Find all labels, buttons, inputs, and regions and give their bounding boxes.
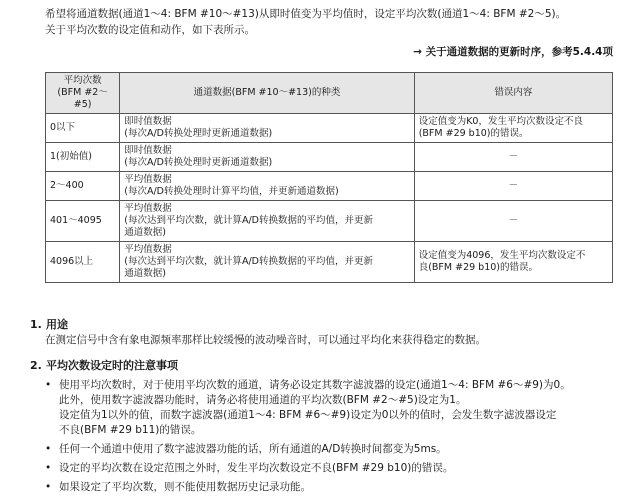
header-error: 错误内容	[414, 73, 612, 114]
precautions-list	[45, 378, 615, 499]
cell-error: －	[414, 201, 612, 242]
intro-text	[45, 6, 615, 38]
cell-error: －	[414, 143, 612, 172]
bullet-icon: •	[45, 379, 52, 391]
list-item	[45, 442, 615, 457]
list-item-line: 如果设定了平均次数，则不能使用数据历史记录功能。	[59, 481, 311, 493]
list-item-line: 使用平均次数时，对于使用平均次数的通道，请务必设定其数字滤波器的设定(通道1～4: BFM #6～#9)为0。	[59, 379, 571, 391]
list-item-line: 任何一个通道中使用了数字滤波器功能的话，所有通道的A/D转换时间都变为5ms。	[59, 443, 447, 455]
list-item-line: 此外，使用数字滤波器功能时，请务必将使用通道的平均次数(BFM #2～#5)设定为1。	[59, 394, 467, 406]
cell-type: 即时值数据 (每次A/D转换处理时更新通道数据)	[120, 114, 414, 143]
cell-error: 设定值变为4096，发生平均次数设定不 良(BFM #29 b10)的错误。	[414, 242, 612, 283]
cell-type: 平均值数据 (每次达到平均次数，就计算A/D转换数据的平均值，并更新 通道数据)	[120, 242, 414, 283]
list-item	[45, 480, 615, 495]
table-row	[46, 114, 613, 143]
section-number: 2.	[30, 359, 42, 372]
table-row	[46, 201, 613, 242]
reference-note: → 关于通道数据的更新时序，参考5.4.4项	[413, 46, 613, 58]
cell-type: 即时值数据 (每次A/D转换处理时更新通道数据)	[120, 143, 414, 172]
section-number: 1.	[30, 318, 42, 331]
section-1-body: 在测定信号中含有象电源频率那样比较缓慢的波动噪音时，可以通过平均化来获得稳定的数据。	[45, 334, 486, 346]
section-2-heading	[30, 357, 178, 373]
section-1-heading	[30, 316, 68, 332]
cell-count: 401～4095	[46, 201, 120, 242]
averaging-table	[45, 72, 613, 283]
table-row	[46, 143, 613, 172]
list-item-line: 设定值为1以外的值，而数字滤波器(通道1～4: BFM #6～#9)设定为0以外的值时，会发生数字滤波器设定	[59, 409, 557, 421]
bullet-icon: •	[45, 443, 52, 455]
bullet-icon: •	[45, 481, 52, 493]
cell-error: －	[414, 172, 612, 201]
section-title: 用途	[46, 318, 68, 331]
header-type: 通道数据(BFM #10～#13)的种类	[120, 73, 414, 114]
header-count: 平均次数 (BFM #2～#5)	[46, 73, 120, 114]
cell-count: 4096以上	[46, 242, 120, 283]
cell-type: 平均值数据 (每次A/D转换处理时计算平均值，并更新通道数据)	[120, 172, 414, 201]
cell-count: 2～400	[46, 172, 120, 201]
cell-count: 0以下	[46, 114, 120, 143]
list-item-line: 不良(BFM #29 b11)的错误。	[59, 424, 202, 436]
section-title: 平均次数设定时的注意事项	[46, 359, 178, 372]
cell-count: 1(初始值)	[46, 143, 120, 172]
intro-line: 希望将通道数据(通道1～4: BFM #10～#13)从即时值变为平均值时，设定平均次数(通道1～4: BFM #2～5)。	[45, 8, 567, 20]
bullet-icon: •	[45, 462, 52, 474]
cell-error: 设定值变为K0，发生平均次数设定不良 (BFM #29 b10)的错误。	[414, 114, 612, 143]
list-item	[45, 461, 615, 476]
list-item	[45, 378, 615, 438]
list-item-line: 设定的平均次数在设定范围之外时，发生平均次数设定不良(BFM #29 b10)的错误。	[59, 462, 454, 474]
table-row	[46, 242, 613, 283]
cell-type: 平均值数据 (每次达到平均次数，就计算A/D转换数据的平均值，并更新 通道数据)	[120, 201, 414, 242]
table-row	[46, 172, 613, 201]
table-header-row	[46, 73, 613, 114]
intro-line: 关于平均次数的设定值和动作，如下表所示。	[45, 24, 255, 36]
